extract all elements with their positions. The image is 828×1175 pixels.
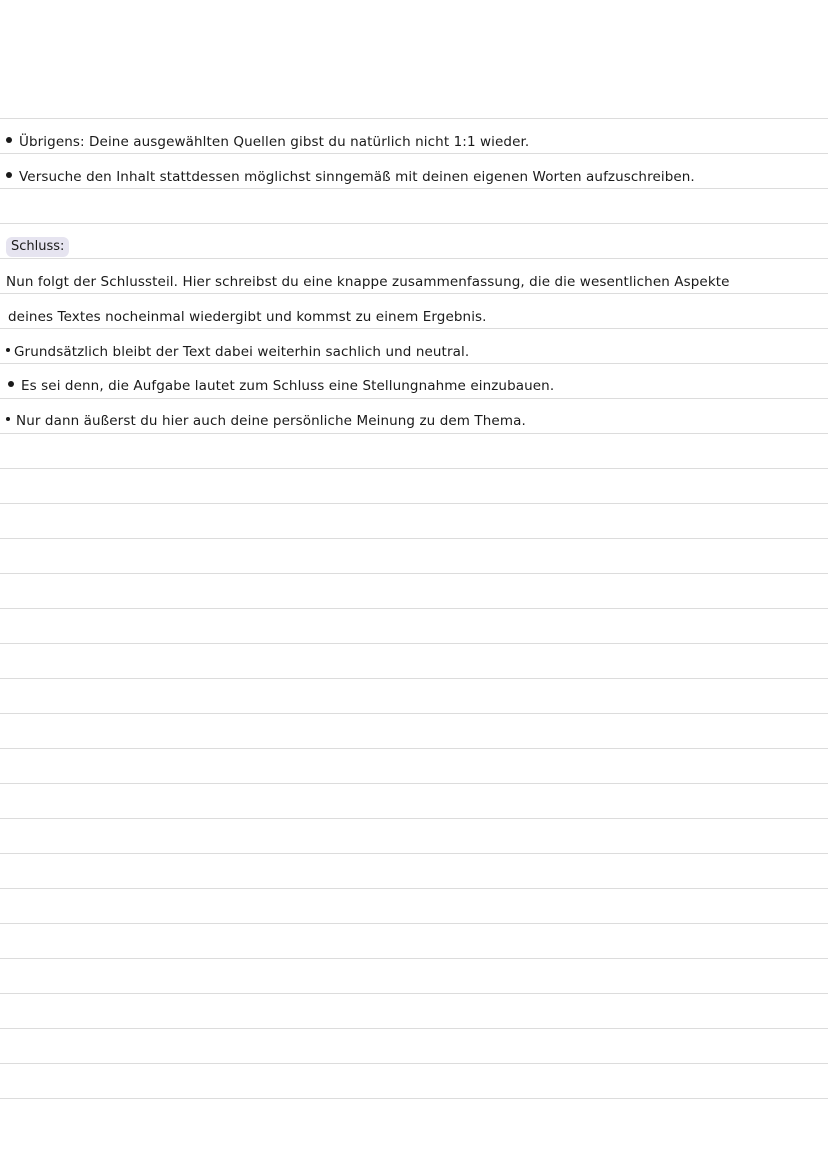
ruled-line [0, 1098, 828, 1099]
ruled-line [0, 118, 828, 119]
ruled-line [0, 678, 828, 679]
ruled-line [0, 503, 828, 504]
ruled-line [0, 468, 828, 469]
bullet-icon [8, 381, 14, 387]
ruled-line [0, 538, 828, 539]
bullet-icon [6, 348, 10, 352]
ruled-line [0, 818, 828, 819]
bullet-icon [6, 172, 12, 178]
bullet-text: Versuche den Inhalt stattdessen möglichst sinngemäß mit deinen eigenen Worten aufzuschreiben. [19, 169, 695, 185]
bullet-text: Grundsätzlich bleibt der Text dabei weiterhin sachlich und neutral. [14, 344, 470, 360]
ruled-line [0, 1028, 828, 1029]
ruled-line [0, 783, 828, 784]
bullet-text: Nur dann äußerst du hier auch deine persönliche Meinung zu dem Thema. [16, 413, 526, 429]
ruled-line [0, 923, 828, 924]
ruled-line [0, 258, 828, 259]
ruled-line [0, 748, 828, 749]
bullet-text: Übrigens: Deine ausgewählten Quellen gibst du natürlich nicht 1:1 wieder. [19, 134, 530, 150]
bullet-line [6, 161, 695, 193]
section-heading: Schluss: [6, 237, 69, 257]
bullet-line [6, 126, 529, 158]
paragraph-line: Nun folgt der Schlussteil. Hier schreibst du eine knappe zusammenfassung, die die wesentlichen Aspekte [6, 274, 730, 290]
ruled-line [0, 223, 828, 224]
paragraph-line: deines Textes nocheinmal wiedergibt und kommst zu einem Ergebnis. [8, 309, 487, 325]
bullet-text: Es sei denn, die Aufgabe lautet zum Schluss eine Stellungnahme einzubauen. [21, 378, 555, 394]
ruled-line [0, 643, 828, 644]
ruled-line [0, 573, 828, 574]
bullet-line [8, 370, 554, 402]
bullet-icon [6, 137, 12, 143]
ruled-line [0, 993, 828, 994]
ruled-line [0, 853, 828, 854]
bullet-line [6, 405, 526, 437]
ruled-line [0, 888, 828, 889]
bullet-line [6, 336, 469, 368]
ruled-line [0, 713, 828, 714]
bullet-icon [6, 417, 10, 421]
ruled-line [0, 958, 828, 959]
ruled-line [0, 1063, 828, 1064]
ruled-line [0, 608, 828, 609]
